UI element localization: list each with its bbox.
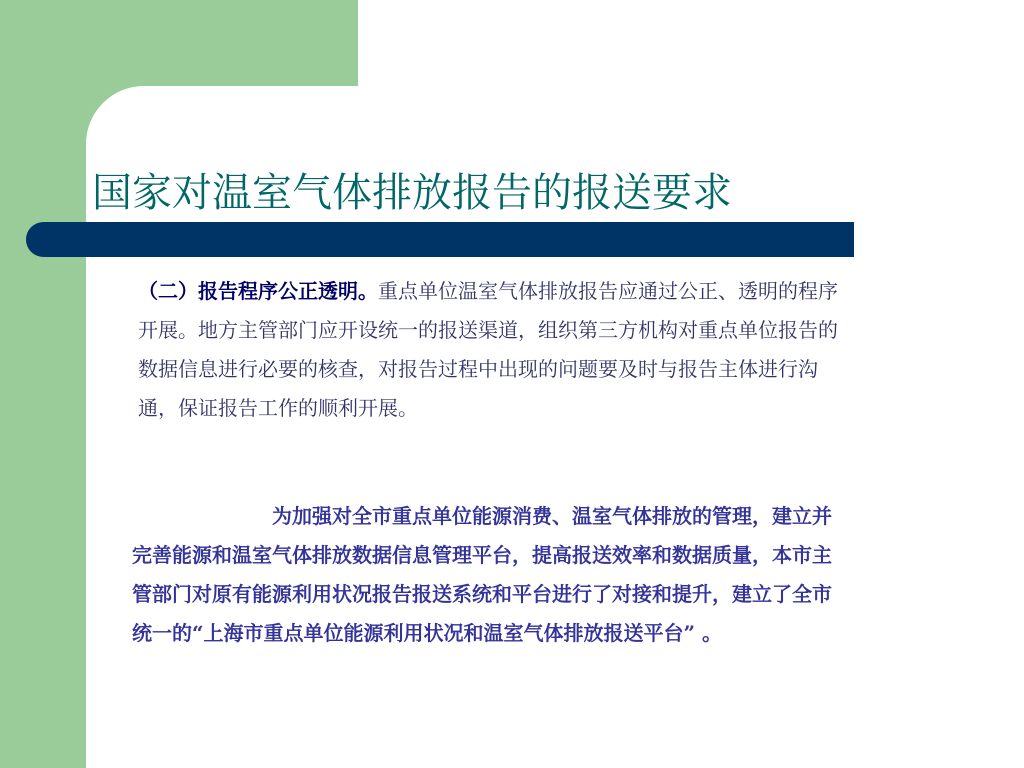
- shanghai-note-paragraph: [132, 497, 836, 653]
- title-underline-bar: [26, 222, 854, 257]
- section-body: 重点单位温室气体排放报告应通过公正、透明的程序开展。地方主管部门应开设统一的报送渠道，组织第三方机构对重点单位报告的数据信息进行必要的核查，对报告过程中出现的问题要及时与报告主体进行沟通，保证报告工作的顺利开展。: [138, 279, 838, 420]
- shanghai-note-text: 为加强对全市重点单位能源消费、温室气体排放的管理，建立并完善能源和温室气体排放数据信息管理平台，提高报送效率和数据质量，本市主管部门对原有能源利用状况报告报送系统和平台进行了对接和提升，建立了全市统一的“上海市重点单位能源利用状况和温室气体排放报送平台” 。: [132, 504, 832, 645]
- section-paragraph: [138, 272, 838, 428]
- section-lead: （二）报告程序公正透明。: [138, 279, 378, 303]
- slide-title: 国家对温室气体排放报告的报送要求: [92, 169, 732, 216]
